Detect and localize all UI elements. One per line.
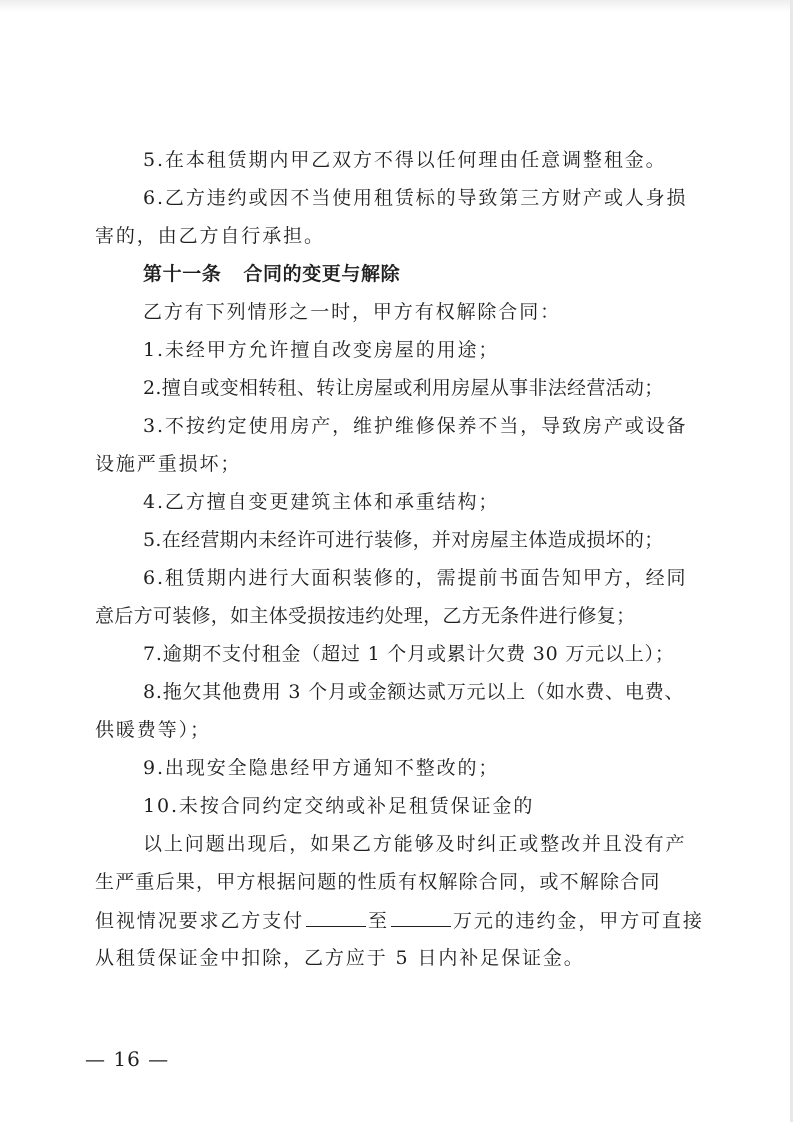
penalty-text-after: 万元的违约金，甲方可直接 <box>452 910 704 932</box>
blank-max-amount <box>391 908 451 927</box>
list-item: 10.未按合同约定交纳或补足租赁保证金的 <box>143 795 535 817</box>
section-heading <box>143 262 400 286</box>
list-item: 6.租赁期内进行大面积装修的，需提前书面告知甲方，经同 <box>143 567 688 589</box>
list-item-continuation: 意后方可装修，如主体受损按违约处理，乙方无条件进行修复； <box>95 605 636 627</box>
list-item: 8.拖欠其他费用 3 个月或金额达贰万元以上（如水费、电费、 <box>143 681 685 703</box>
paragraph-line: 生严重后果，甲方根据问题的性质有权解除合同，或不解除合同 <box>95 871 661 893</box>
penalty-line <box>95 908 704 933</box>
paragraph-line: 乙方有下列情形之一时，甲方有权解除合同： <box>143 301 562 323</box>
paragraph-line: 6.乙方违约或因不当使用租赁标的导致第三方财产或人身损 <box>143 187 688 209</box>
list-item: 3.不按约定使用房产，维护维修保养不当，导致房产或设备 <box>143 415 688 437</box>
paragraph-line: 以上问题出现后，如果乙方能够及时纠正或整改并且没有产 <box>143 833 687 855</box>
list-item-continuation: 供暖费等）； <box>95 719 211 741</box>
page-number: — 16 — <box>85 1047 170 1071</box>
list-item: 4.乙方擅自变更建筑主体和承重结构； <box>143 491 500 513</box>
section-title: 合同的变更与解除 <box>243 263 401 285</box>
blank-min-amount <box>306 908 366 927</box>
penalty-text-before: 但视情况要求乙方支付 <box>95 910 305 932</box>
list-item: 9.出现安全隐患经甲方通知不整改的； <box>143 757 500 779</box>
list-item: 7.逾期不支付租金（超过 1 个月或累计欠费 30 万元以上）； <box>143 643 675 665</box>
penalty-text-middle: 至 <box>368 910 389 932</box>
list-item: 5.在经营期内未经许可进行装修，并对房屋主体造成损坏的； <box>143 529 664 551</box>
section-number: 第十一条 <box>143 263 222 285</box>
list-item-continuation: 设施严重损坏； <box>95 453 242 475</box>
paragraph-line: 害的，由乙方自行承担。 <box>95 225 325 247</box>
list-item: 1.未经甲方允许擅自改变房屋的用途； <box>143 339 500 361</box>
paragraph-line: 5.在本租赁期内甲乙双方不得以任何理由任意调整租金。 <box>143 149 667 171</box>
list-item: 2.擅自或变相转租、转让房屋或利用房屋从事非法经营活动； <box>143 377 664 399</box>
paragraph-line: 从租赁保证金中扣除，乙方应于 5 日内补足保证金。 <box>95 947 585 969</box>
